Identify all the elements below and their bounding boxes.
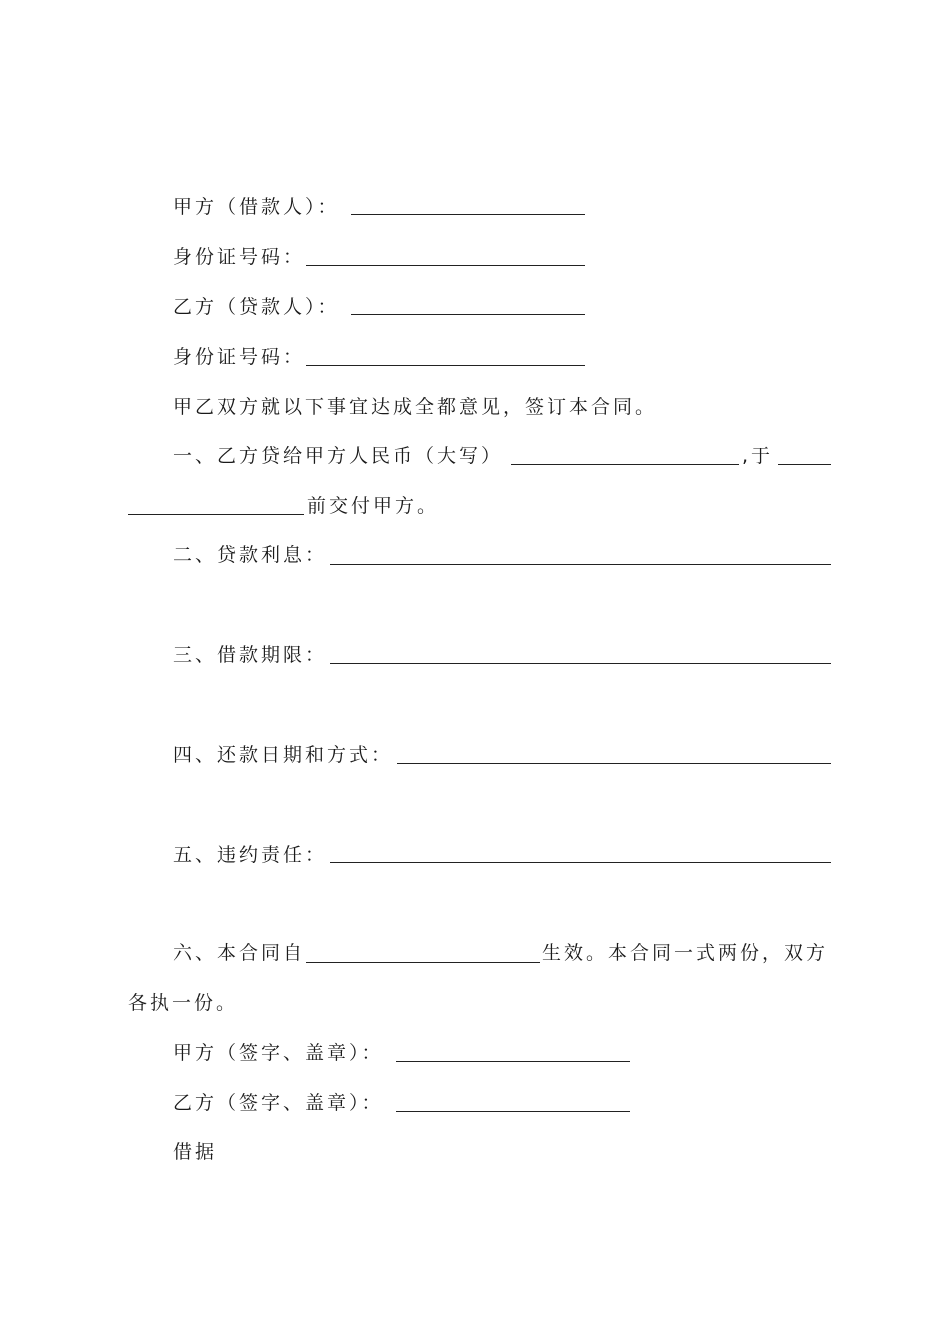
delivery-date-blank-2[interactable] (128, 514, 304, 515)
party-a-blank[interactable] (351, 214, 585, 215)
sign-b-blank[interactable] (396, 1111, 630, 1112)
loan-amount-blank[interactable] (511, 464, 739, 465)
interest-blank[interactable] (330, 564, 831, 565)
repayment-blank[interactable] (397, 763, 831, 764)
party-a-id-label: 身份证号码： (173, 246, 306, 268)
sign-a-label: 甲方（签字、盖章）： (173, 1042, 384, 1064)
party-b-id-label: 身份证号码： (173, 346, 306, 368)
clause6-suffix: 生效。本合同一式两份，双方 (542, 942, 829, 964)
party-a-label: 甲方（借款人）： (173, 196, 340, 218)
sign-a-blank[interactable] (396, 1061, 630, 1062)
clause6-continuation: 各执一份。 (128, 992, 239, 1014)
party-b-label: 乙方（贷款人）： (173, 296, 340, 318)
clause4-label: 四、还款日期和方式： (173, 744, 394, 766)
clause6-prefix: 六、本合同自 (173, 942, 306, 964)
delivery-date-blank-1[interactable] (778, 464, 831, 465)
party-b-blank[interactable] (351, 314, 585, 315)
clause2-label: 二、贷款利息： (173, 544, 328, 566)
receipt-title: 借据 (173, 1141, 218, 1163)
party-b-id-blank[interactable] (306, 365, 585, 366)
clause1-suffix: 前交付甲方。 (307, 495, 440, 517)
clause1-prefix: 一、乙方贷给甲方人民币（大写） (173, 445, 504, 467)
agreement-intro: 甲乙双方就以下事宜达成全都意见，签订本合同。 (173, 396, 658, 418)
liability-blank[interactable] (330, 862, 831, 863)
clause5-label: 五、违约责任： (173, 844, 328, 866)
clause3-label: 三、借款期限： (173, 644, 328, 666)
term-blank[interactable] (330, 663, 831, 664)
clause1-mid: ,于 (742, 445, 774, 467)
party-a-id-blank[interactable] (306, 265, 585, 266)
sign-b-label: 乙方（签字、盖章）： (173, 1092, 384, 1114)
effective-date-blank[interactable] (306, 962, 540, 963)
